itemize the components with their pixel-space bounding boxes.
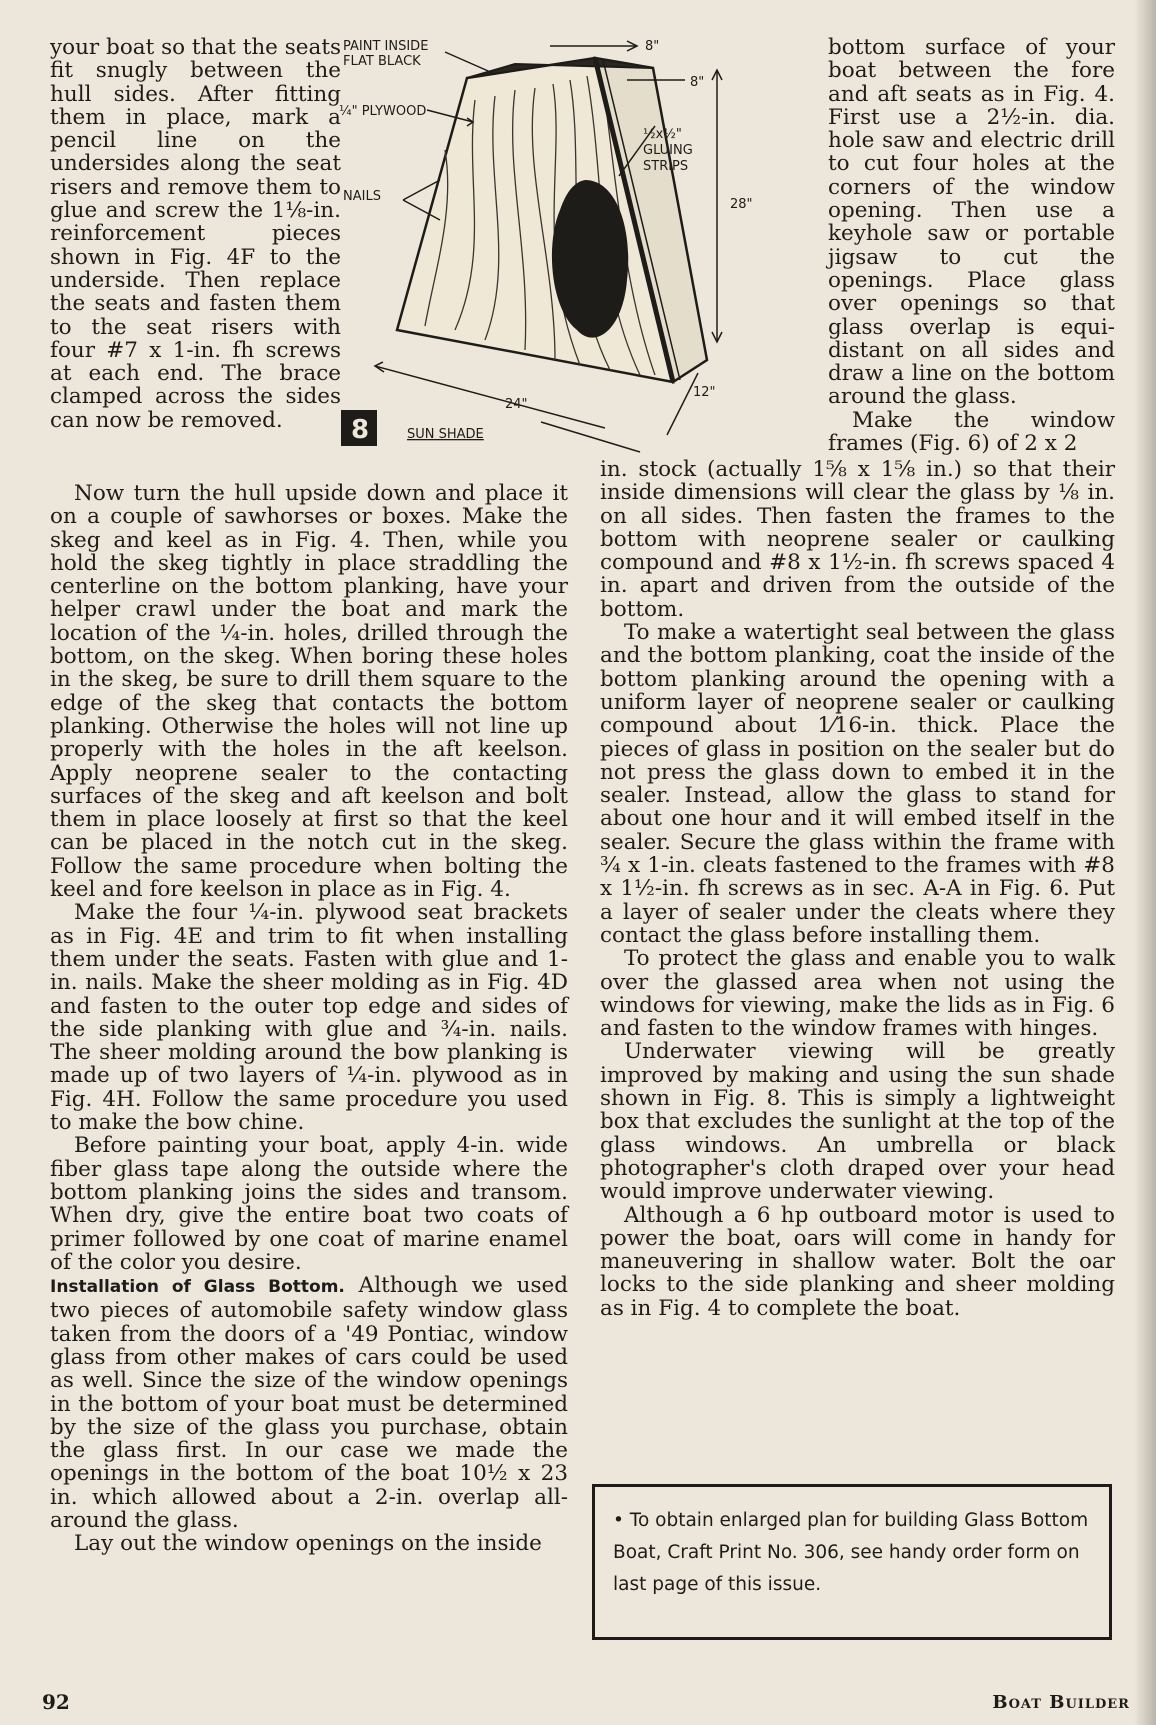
label-plywood: ¼" PLYWOOD (339, 104, 427, 119)
dim-bottom-depth: 12" (693, 385, 716, 400)
paragraph: Although a 6 hp outboard motor is used to power the boat, oars will come in handy for maneuvering in shallow water. Bolt the oar locks to the side planking and sheer molding as in Fig. 4 to complete the boat. (600, 1202, 1115, 1321)
paragraph: Now turn the hull upside down and place it on a couple of sawhorses or boxes. Make the skeg and keel as in Fig. 4. Then, while you hold the skeg tightly in place straddling the centerline on the bottom planking, have your helper crawl under the boat and mark the location of the ¼-in. holes, drilled through the bottom, on the skeg. When boring these holes in the skeg, be sure to drill them square to the edge of the skeg that contacts the bottom planking. Otherwise the holes will not line up properly with the holes in the aft keelson. Apply neoprene sealer to the contacting surfaces of the skeg and aft keelson and bolt them in place loosely at first so that the keel can be placed in the notch cut in the skeg. Follow the same procedure when bolting the keel and fore keelson in place as in Fig. 4. (50, 481, 568, 903)
paragraph-body: Although we used two pieces of automobile safety window glass taken from the doors of a '49 Pontiac, window glass from other makes of cars could be used as well. Since the size of the window openings in the bottom of your boat must be determined by the size of the glass you purchase, obtain the glass first. In our case we made the openings in the bottom of the boat 10½ x 23 in. which allowed about a 2-in. overlap all-around the glass. (50, 1273, 568, 1534)
label-gluing-strip-size: ½x½" (643, 127, 682, 142)
section-heading: Installation of Glass Bottom. (50, 1277, 345, 1298)
left-column-top (50, 36, 341, 432)
paragraph: Lay out the window openings on the inside (74, 1531, 542, 1557)
right-column (600, 458, 1115, 1320)
paragraph (50, 1274, 568, 1532)
right-column-top (828, 36, 1115, 455)
paragraph: Make the four ¼-in. plywood seat brackets as in Fig. 4E and trim to fit when installing them under the seats. Fasten with glue and 1-in. nails. Make the sheer molding as in Fig. 4D and fasten to the outer top edge and sides of the side planking with glue and ¾-in. nails. The sheer molding around the bow planking is made up of two layers of ¼-in. plywood as in Fig. 4H. Follow the same procedure you used to make the bow chine. (50, 900, 568, 1136)
label-gluing: GLUING (643, 143, 693, 158)
paragraph: Before painting your boat, apply 4-in. wide fiber glass tape along the outside where the bottom planking joins the sides and transom. When dry, give the entire boat two coats of primer followed by one coat of marine enamel of the color you desire. (50, 1133, 568, 1275)
left-column (50, 482, 568, 1556)
paragraph: in. stock (actually 1⅝ x 1⅝ in.) so that their inside dimensions will clear the glass by ⅛ in. on all sides. Then fasten the frames to the bottom with neoprene sealer or caulking compound and #8 x 1½-in. fh screws spaced 4 in. apart and driven from the outside of the bottom. (600, 457, 1115, 622)
figure-number: 8 (351, 415, 370, 445)
sun-shade-drawing (339, 30, 820, 460)
dim-bottom-width: 24" (505, 397, 528, 412)
magazine-name: Boat Builder (992, 1692, 1130, 1713)
dim-height: 28" (730, 197, 753, 212)
label-nails: NAILS (343, 189, 381, 204)
label-strips: STRIPS (643, 159, 689, 174)
paragraph: To make a watertight seal between the glass and the bottom planking, coat the inside of the bottom planking around the opening with a uniform layer of neoprene sealer or caulking compound about 1⁄16-in. thick. Place the pieces of glass in position on the sealer but do not press the glass down to embed it in the sealer. Instead, allow the glass to stand for about one hour and it will embed itself in the sealer. Secure the glass within the frame with ¾ x 1-in. cleats fastened to the frames with #8 x 1½-in. fh screws as in sec. A-A in Fig. 6. Put a layer of sealer under the cleats where they contact the glass before installing them. (600, 620, 1115, 948)
paragraph: bottom surface of your boat between the fore and aft seats as in Fig. 4. First use a 2½-in. dia. hole saw and electric drill to cut four holes at the corners of the window opening. Then use a keyhole saw or portable jigsaw to cut the openings. Place glass over openings so that glass overlap is equi-distant on all sides and draw a line on the bottom around the glass. (828, 35, 1115, 410)
label-paint-inside: PAINT INSIDE (343, 39, 429, 54)
paragraph: To protect the glass and enable you to walk over the glassed area when not using the windows for viewing, make the lids as in Fig. 6 and fasten to the window frames with hinges. (600, 946, 1115, 1042)
dim-top-width-b: 8" (690, 75, 705, 90)
dim-top-width-a: 8" (645, 39, 660, 54)
page-binding-shadow (1134, 0, 1156, 1725)
paragraph: Underwater viewing will be greatly improved by making and using the sun shade shown in Fig. 8. This is simply a lightweight box that excludes the sunlight at the top of the glass windows. An umbrella or black photographer's cloth draped over your head would improve underwater viewing. (600, 1039, 1115, 1205)
page-number: 92 (42, 1690, 70, 1714)
craft-print-note: • To obtain enlarged plan for building Glass Bottom Boat, Craft Print No. 306, see handy order form on last page of this issue. (613, 1510, 1089, 1595)
paragraph: your boat so that the seats fit snugly between the hull sides. After fitting them in place, mark a pencil line on the undersides along the seat risers and remove them to glue and screw the 1⅛-in. reinforcement pieces shown in Fig. 4F to the underside. Then replace the seats and fasten them to the seat risers with four #7 x 1-in. fh screws at each end. The brace clamped across the sides can now be removed. (50, 35, 341, 433)
figure-caption: SUN SHADE (407, 427, 484, 442)
paragraph: Make the window frames (Fig. 6) of 2 x 2 (828, 407, 1115, 457)
figure-8-sun-shade (339, 30, 820, 460)
craft-print-note-box (592, 1484, 1112, 1640)
label-flat-black: FLAT BLACK (343, 54, 421, 69)
